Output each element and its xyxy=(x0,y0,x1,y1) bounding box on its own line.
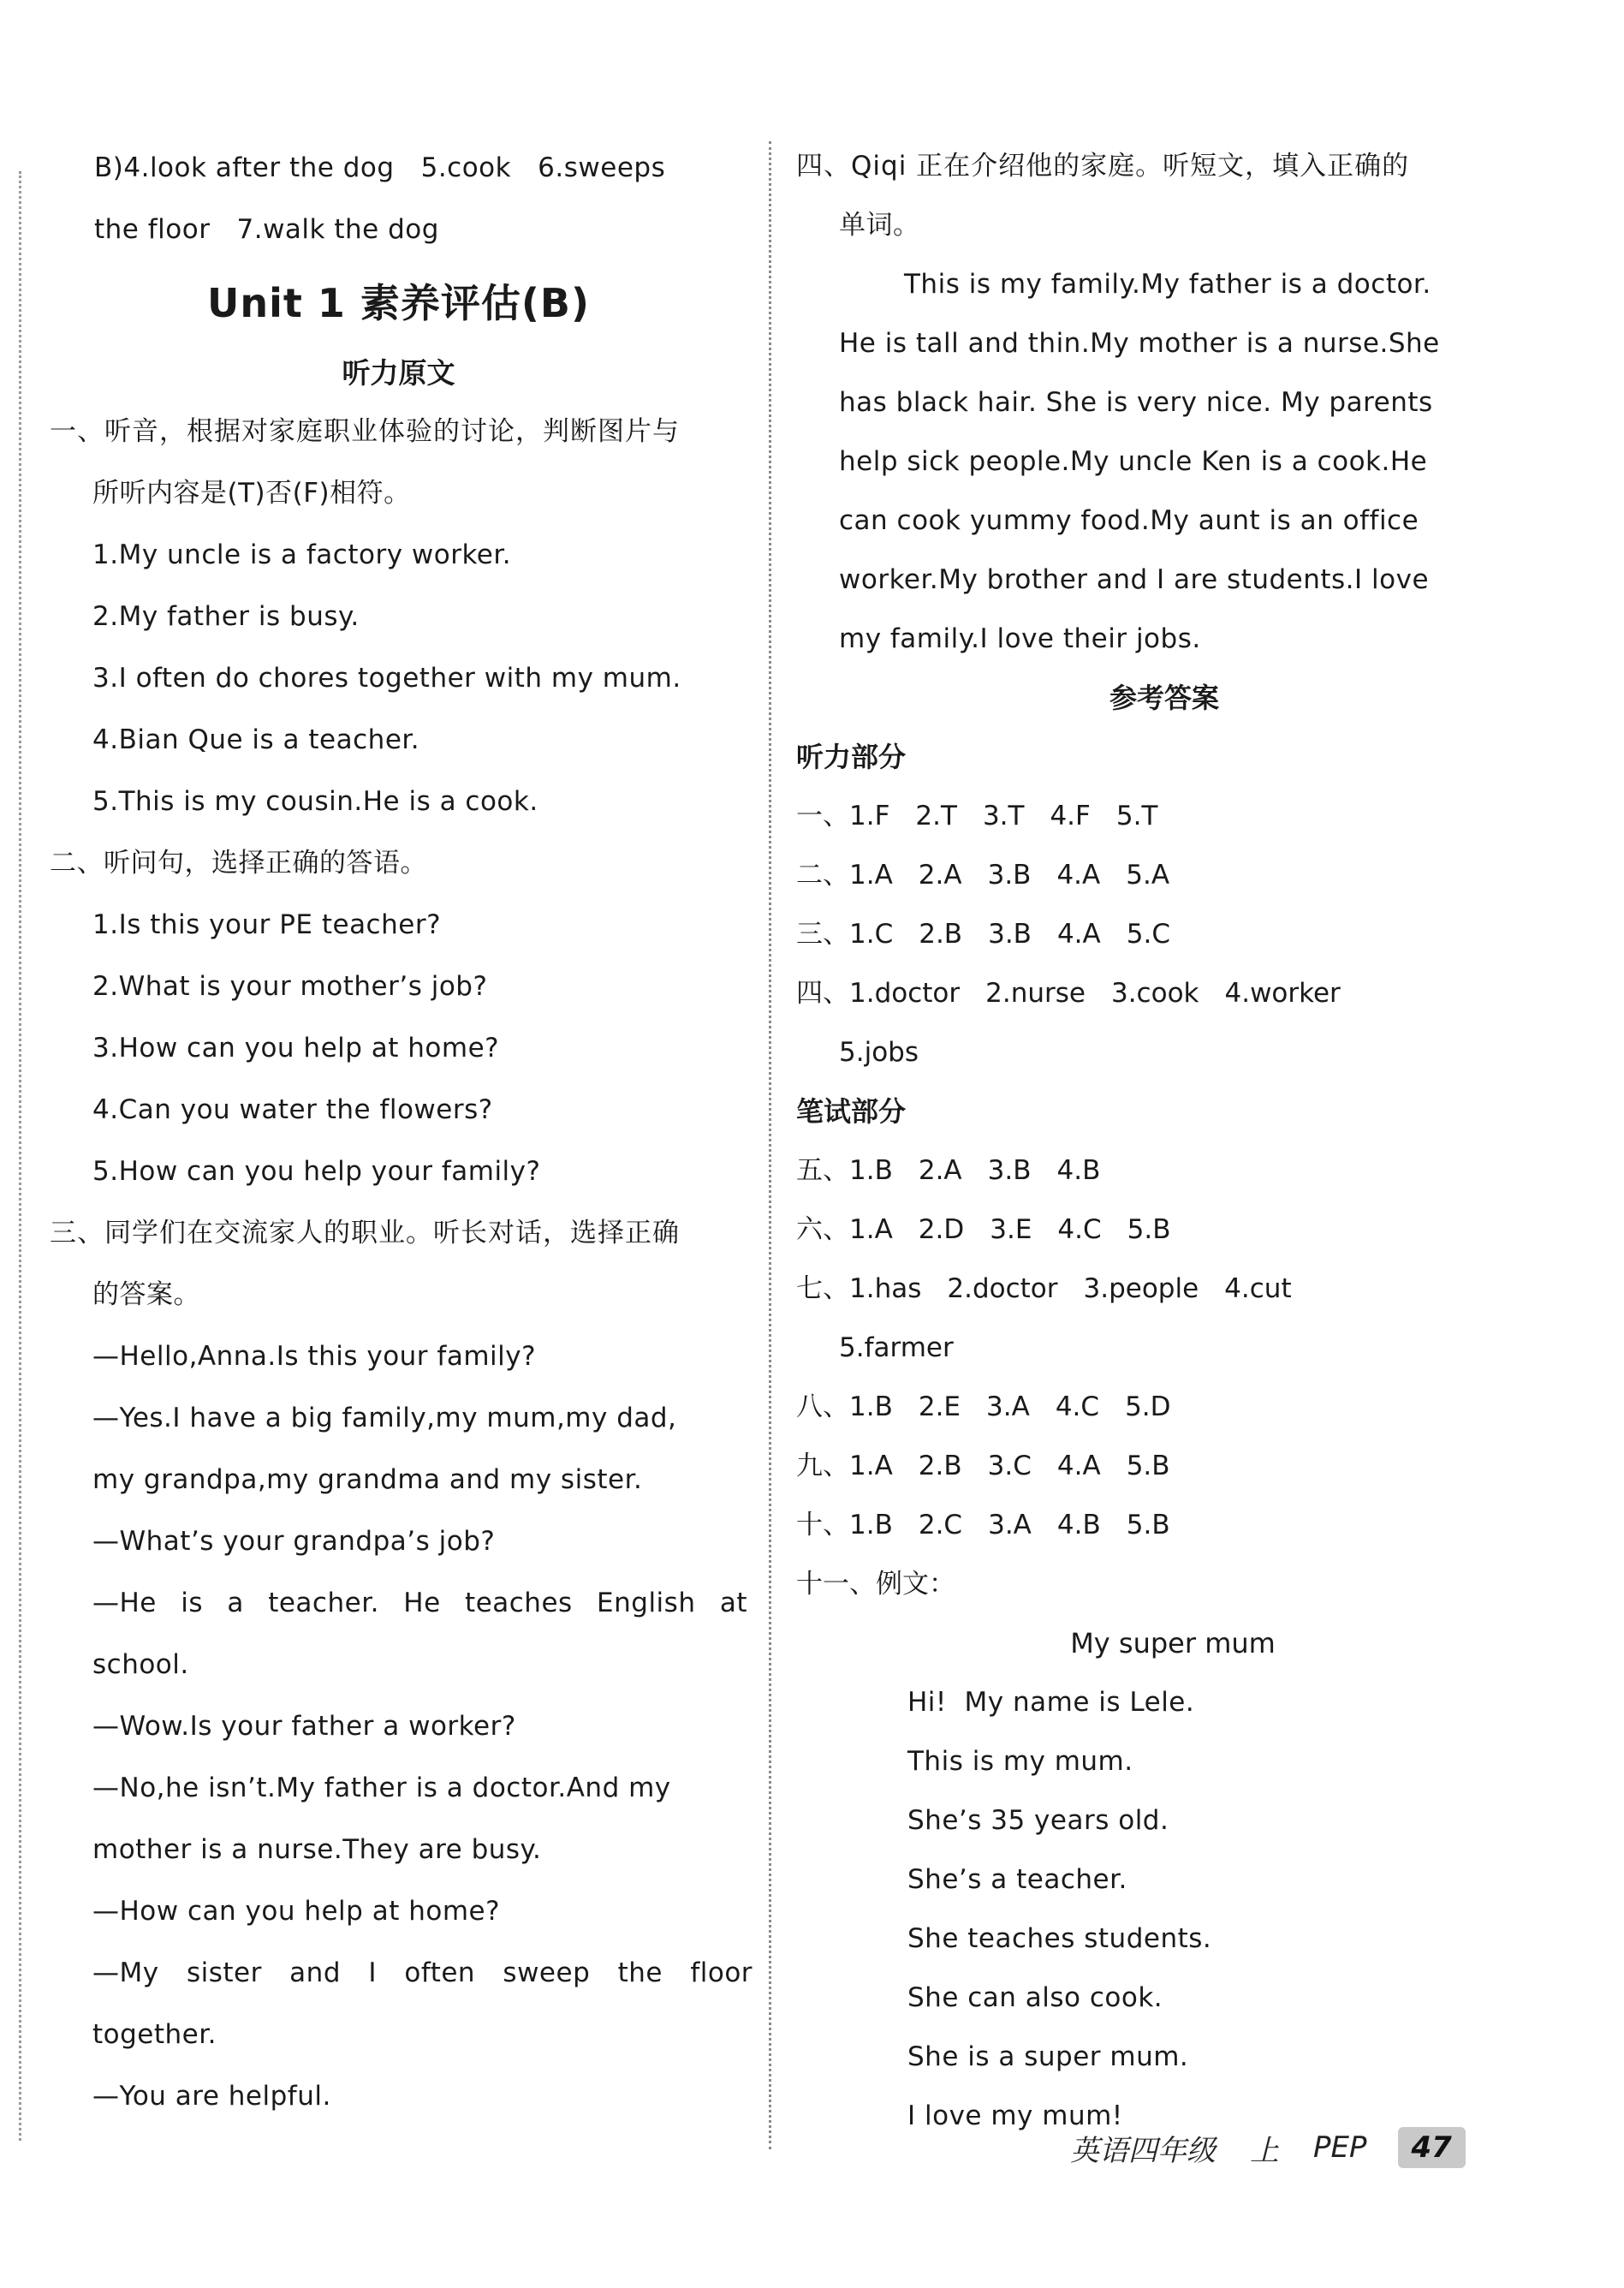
footer-edition: PEP xyxy=(1313,2130,1367,2165)
part3-instruction-2: 的答案。 xyxy=(92,1279,200,1310)
dialogue-line: —Yes.I have a big family,my mum,my dad, xyxy=(92,1403,677,1433)
answer-item: 3.A xyxy=(986,1391,1030,1422)
answer-section: 四、 xyxy=(796,978,849,1009)
answer-row-4 xyxy=(796,964,1498,1023)
answer-item: 3.T xyxy=(982,801,1025,831)
answer-item: 4.A xyxy=(1056,1451,1101,1481)
dialogue-line: —No,he isn’t.My father is a doctor.And my xyxy=(92,1773,671,1803)
part4-instruction-1: 四、Qiqi 正在介绍他的家庭。听短文，填入正确的 xyxy=(796,151,1410,182)
answer-item: 3.B xyxy=(987,1155,1032,1186)
answer-item: 1.B xyxy=(849,1155,893,1186)
answer-item: 2.D xyxy=(918,1214,965,1245)
answer-item: 1.B xyxy=(849,1510,893,1540)
answer-item: 5.D xyxy=(1125,1391,1171,1422)
answer-item: 5.B xyxy=(1126,1451,1170,1481)
answer-section: 一、 xyxy=(796,801,849,831)
passage-line: my family.I love their jobs. xyxy=(839,623,1201,654)
dialogue-line: —Wow.Is your father a worker? xyxy=(92,1711,516,1742)
answer-row-7-cont: 5.farmer xyxy=(839,1332,954,1363)
answer-item: 4.C xyxy=(1055,1391,1100,1422)
answer-section: 七、 xyxy=(796,1273,849,1304)
right-column xyxy=(796,137,1498,2146)
answer-item: 1.C xyxy=(849,919,894,950)
dialogue-line: mother is a nurse.They are busy. xyxy=(92,1834,542,1865)
essay-line: She’s 35 years old. xyxy=(907,1805,1169,1836)
part1-instruction-2: 所听内容是(T)否(F)相符。 xyxy=(92,478,411,509)
passage-line: He is tall and thin.My mother is a nurse.She xyxy=(839,328,1440,359)
part1-item: 1.My uncle is a factory worker. xyxy=(92,539,512,570)
passage-line: help sick people.My uncle Ken is a cook.He xyxy=(839,446,1428,477)
example-label: 十一、例文： xyxy=(796,1569,955,1600)
answer-item: 3.B xyxy=(987,860,1032,891)
essay-line: She’s a teacher. xyxy=(907,1864,1127,1895)
answer-row-9 xyxy=(796,1437,1498,1496)
part1-item: 5.This is my cousin.He is a cook. xyxy=(92,786,538,817)
essay-line: She can also cook. xyxy=(907,1982,1163,2013)
answer-section: 五、 xyxy=(796,1155,849,1186)
answer-item: 2.A xyxy=(918,1155,962,1186)
part1-item: 2.My father is busy. xyxy=(92,601,360,632)
answer-item: 3.people xyxy=(1083,1273,1199,1304)
essay-line: She is a super mum. xyxy=(907,2041,1189,2072)
essay-title: My super mum xyxy=(1070,1627,1276,1659)
dialogue-line: —What’s your grandpa’s job? xyxy=(92,1526,496,1557)
answer-item: 5.T xyxy=(1115,801,1158,831)
essay-line: She teaches students. xyxy=(907,1923,1212,1954)
part2-item: 2.What is your mother’s job? xyxy=(92,971,488,1002)
answer-item: 5.B xyxy=(1126,1510,1170,1540)
footer-grade: 英语四年级 xyxy=(1070,2133,1216,2168)
writing-label: 笔试部分 xyxy=(796,1095,907,1128)
answer-item: 5.B xyxy=(1127,1214,1171,1245)
essay-line: I love my mum! xyxy=(907,2100,1123,2131)
dialogue-line: —He is a teacher. He teaches English at xyxy=(92,1588,747,1618)
answer-item: 5.A xyxy=(1126,860,1170,891)
answer-item: 1.A xyxy=(849,1214,893,1245)
answer-item: 2.B xyxy=(918,1451,962,1481)
answer-item: 2.B xyxy=(919,919,963,950)
passage-line: has black hair. She is very nice. My parents xyxy=(839,387,1433,418)
answer-item: 2.T xyxy=(915,801,957,831)
answer-item: 5.C xyxy=(1126,919,1170,950)
answer-item: 2.C xyxy=(918,1510,963,1540)
answer-item: 1.has xyxy=(849,1273,922,1304)
answer-row-2 xyxy=(796,846,1498,905)
dialogue-line: school. xyxy=(92,1649,189,1680)
answer-item: 2.E xyxy=(918,1391,961,1422)
part3-instruction-1: 三、同学们在交流家人的职业。听长对话，选择正确 xyxy=(50,1218,680,1248)
answer-item: 3.C xyxy=(987,1451,1032,1481)
footer-volume: 上 xyxy=(1250,2133,1279,2168)
answer-item: 1.A xyxy=(849,1451,893,1481)
answer-item: 3.cook xyxy=(1110,978,1199,1009)
answer-item: 2.nurse xyxy=(985,978,1086,1009)
dialogue-line: —My sister and I often sweep the floor xyxy=(92,1957,753,1988)
part2-instruction: 二、听问句，选择正确的答语。 xyxy=(50,848,427,879)
dialogue-line: —How can you help at home? xyxy=(92,1896,501,1927)
answer-row-1 xyxy=(796,787,1498,846)
answer-item: 1.A xyxy=(849,860,893,891)
continuation-line-2: the floor 7.walk the dog xyxy=(94,214,439,245)
answer-row-7 xyxy=(796,1260,1498,1319)
part1-item: 4.Bian Que is a teacher. xyxy=(92,724,420,755)
part4-instruction-2: 单词。 xyxy=(839,210,920,241)
answer-section: 二、 xyxy=(796,860,849,891)
answer-item: 2.A xyxy=(918,860,962,891)
part1-item: 3.I often do chores together with my mum. xyxy=(92,663,681,694)
listening-label: 听力部分 xyxy=(796,741,907,773)
dialogue-line: my grandpa,my grandma and my sister. xyxy=(92,1464,643,1495)
answer-item: 4.A xyxy=(1056,860,1101,891)
essay-line: Hi! My name is Lele. xyxy=(907,1687,1195,1718)
dialogue-line: —Hello,Anna.Is this your family? xyxy=(92,1341,537,1372)
answer-section: 六、 xyxy=(796,1214,849,1245)
answer-item: 4.C xyxy=(1057,1214,1102,1245)
answers-title: 参考答案 xyxy=(1109,682,1219,714)
answer-item: 4.B xyxy=(1056,1510,1101,1540)
answer-item: 1.B xyxy=(849,1391,893,1422)
dialogue-line: —You are helpful. xyxy=(92,2081,331,2112)
answer-section: 九、 xyxy=(796,1451,849,1481)
answer-item: 4.cut xyxy=(1224,1273,1292,1304)
left-column xyxy=(50,137,753,2127)
part1-instruction-1: 一、听音，根据对家庭职业体验的讨论，判断图片与 xyxy=(50,416,680,447)
column-divider xyxy=(769,141,771,2149)
passage-line: worker.My brother and I are students.I love xyxy=(839,564,1430,595)
answer-row-8 xyxy=(796,1378,1498,1437)
answer-section: 十、 xyxy=(796,1510,849,1540)
answer-row-6 xyxy=(796,1201,1498,1260)
page-edge-dots xyxy=(19,171,21,2141)
passage-line: can cook yummy food.My aunt is an office xyxy=(839,505,1419,536)
continuation-line-1: B)4.look after the dog 5.cook 6.sweeps xyxy=(94,152,666,183)
essay-line: This is my mum. xyxy=(907,1746,1133,1777)
part2-item: 5.How can you help your family? xyxy=(92,1156,541,1187)
page-number: 47 xyxy=(1398,2127,1466,2168)
section-title: 听力原文 xyxy=(342,356,455,390)
answer-item: 4.worker xyxy=(1224,978,1341,1009)
answer-item: 1.F xyxy=(849,801,890,831)
dialogue-line: together. xyxy=(92,2019,217,2050)
answer-row-5 xyxy=(796,1141,1498,1201)
answer-section: 三、 xyxy=(796,919,849,950)
answer-item: 3.B xyxy=(988,919,1032,950)
answer-item: 1.doctor xyxy=(849,978,961,1009)
answer-item: 4.F xyxy=(1050,801,1091,831)
answer-item: 4.B xyxy=(1056,1155,1101,1186)
answer-item: 3.A xyxy=(988,1510,1032,1540)
page-footer xyxy=(1070,2122,1466,2173)
answer-row-10 xyxy=(796,1496,1498,1555)
part2-item: 3.How can you help at home? xyxy=(92,1033,500,1064)
answer-section: 八、 xyxy=(796,1391,849,1422)
part2-item: 1.Is this your PE teacher? xyxy=(92,909,442,940)
unit-title: Unit 1 素养评估(B) xyxy=(206,280,590,326)
part2-item: 4.Can you water the flowers? xyxy=(92,1094,493,1125)
answer-item: 3.E xyxy=(990,1214,1032,1245)
answer-row-4-cont: 5.jobs xyxy=(839,1037,919,1068)
answer-item: 2.doctor xyxy=(947,1273,1058,1304)
answer-row-3 xyxy=(796,905,1498,964)
answer-item: 4.A xyxy=(1056,919,1101,950)
passage-line: This is my family.My father is a doctor. xyxy=(904,269,1431,300)
